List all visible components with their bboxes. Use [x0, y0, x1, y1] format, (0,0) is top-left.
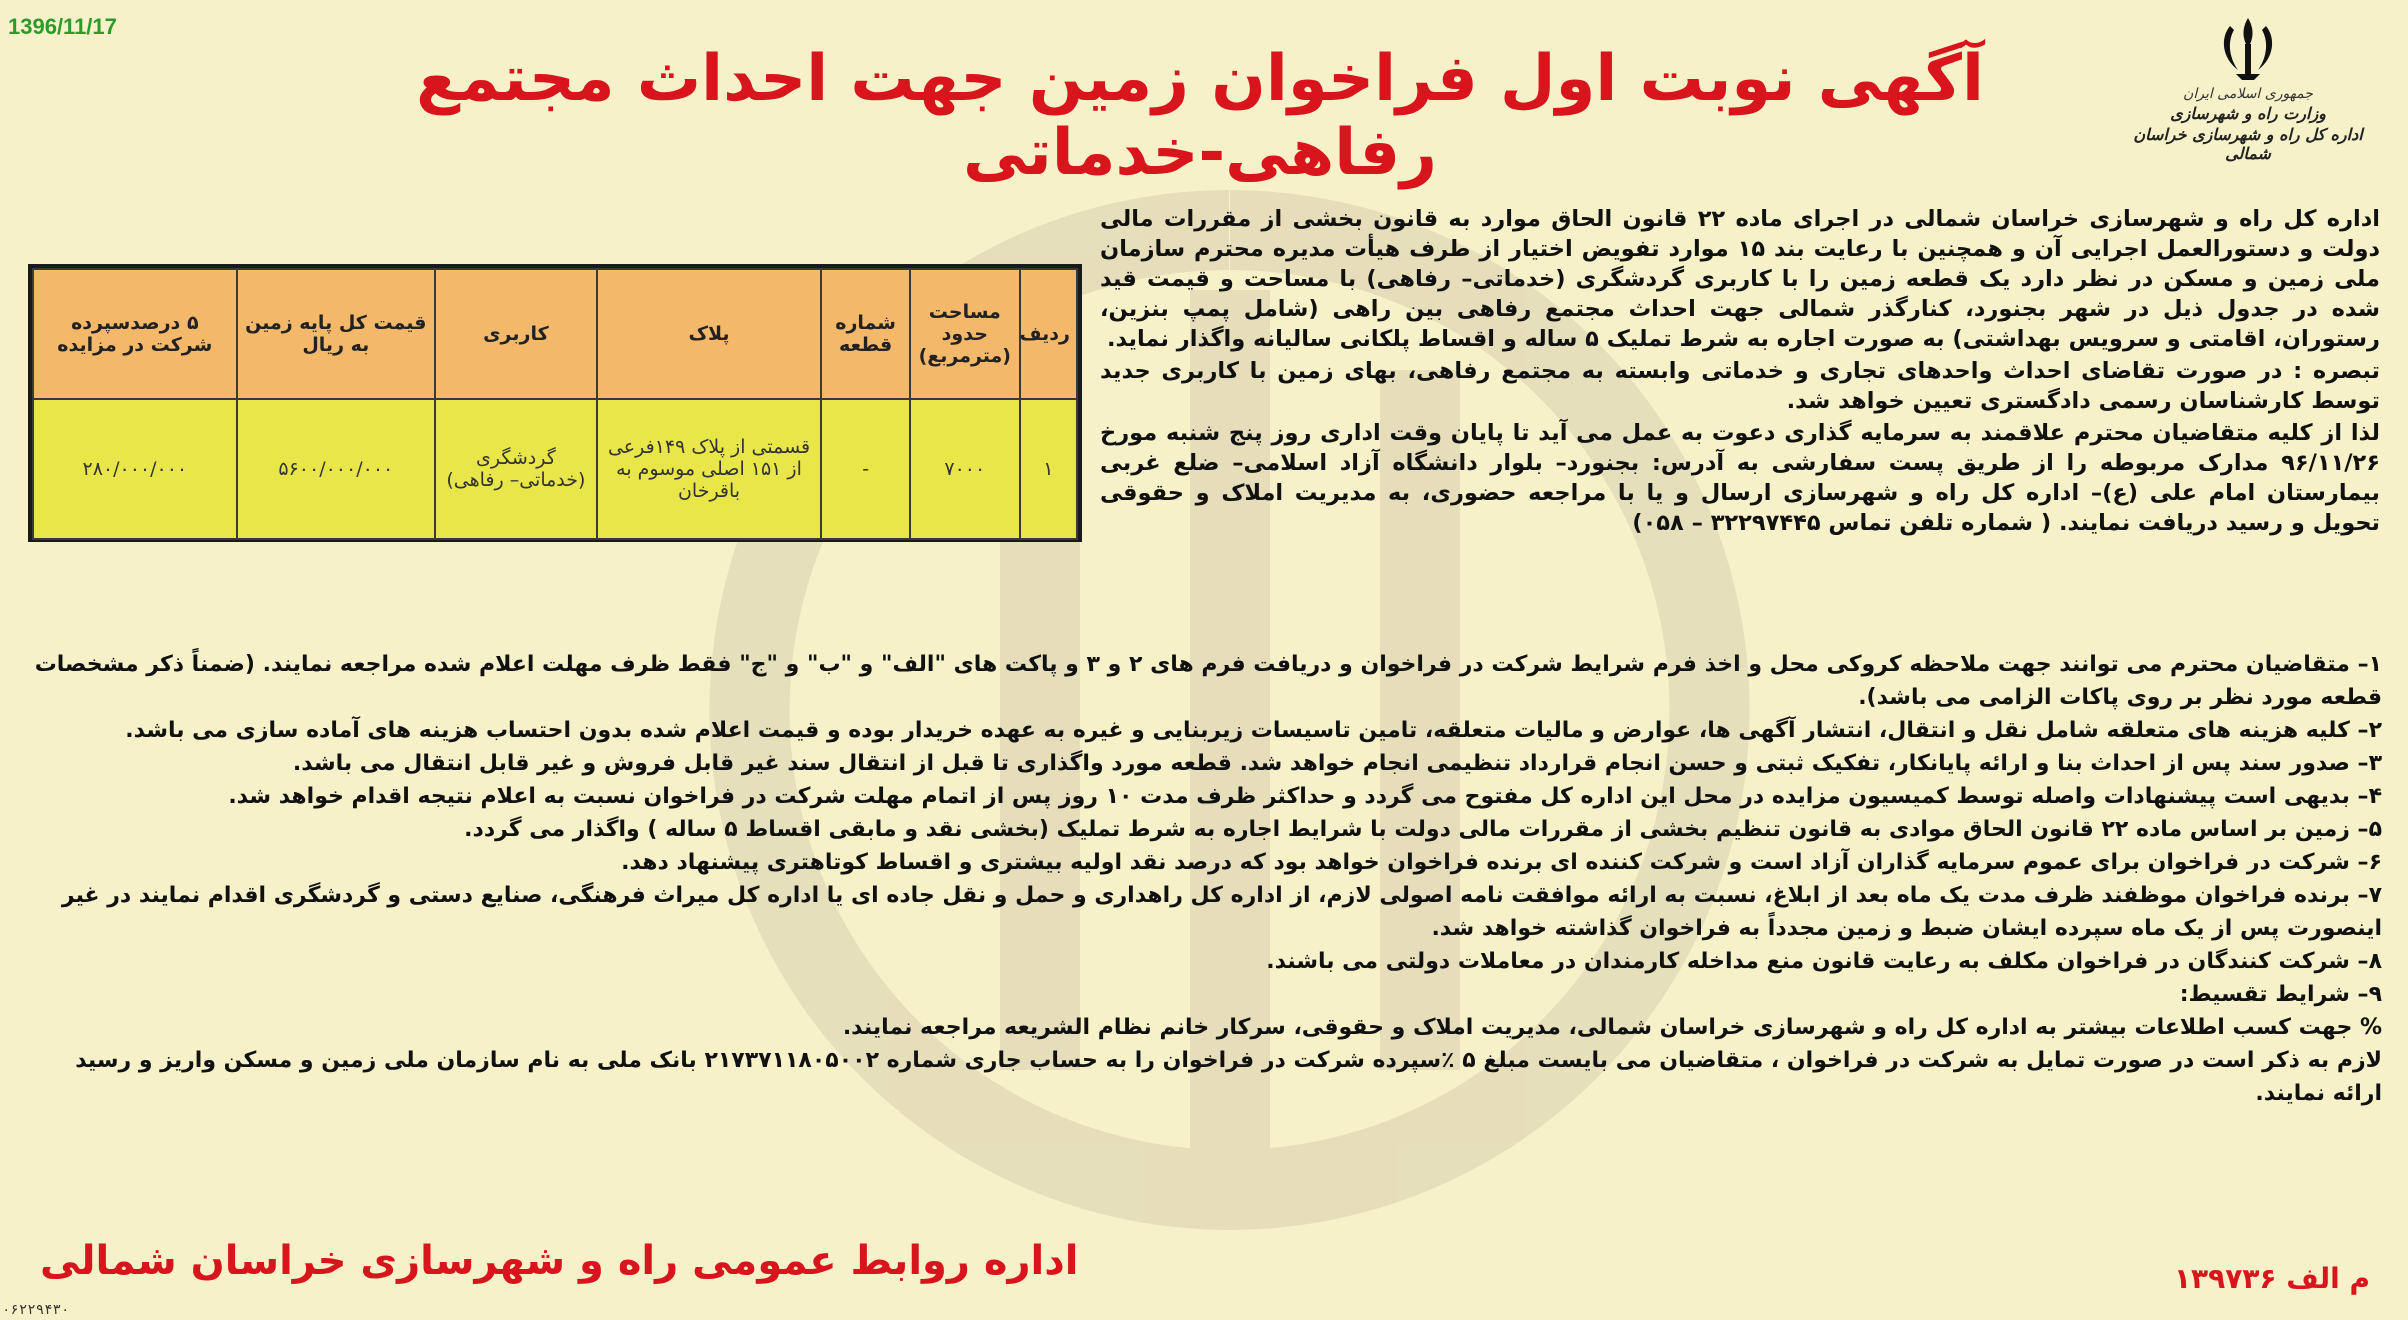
intro-note: تبصره : در صورت تقاضای احداث واحدهای تجاری و خدماتی وابسته به مجتمع رفاهی، بهای زمین با کاربری جدید توسط کارشناسان رسمی دادگستری تعیین خواهد شد. — [1100, 358, 2380, 414]
header-area: مساحت حدود (مترمربع) — [910, 269, 1020, 399]
table-header-row — [33, 269, 1077, 399]
cell-usage: گردشگری (خدماتی– رفاهی) — [435, 399, 597, 539]
list-item: لازم به ذکر است در صورت تمایل به شرکت در فراخوان ، متقاضیان می بایست مبلغ ۵ ٪سپرده شرکت در فراخوان را به حساب جاری شماره ۲۱۷۳۷۱۱۸۰۵۰۰۲ بانک ملی به نام سازمان ملی زمین و مسکن واریز و رسید ارائه نمایند. — [75, 1048, 2382, 1106]
list-item: ۸– شرکت کنندگان در فراخوان مکلف به رعایت قانون منع مداخله کارمندان در معاملات دولتی می باشند. — [1266, 949, 2382, 974]
date-stamp: 1396/11/17 — [8, 14, 117, 39]
intro-paragraph-1: اداره کل راه و شهرسازی خراسان شمالی در اجرای ماده ۲۲ قانون الحاق موارد به قانون بخشی از مقررات مالی دولت و دستورالعمل اجرایی آن و همچنین با رعایت بند ۱۵ موارد تفویض اختیار از طرف هیأت مدیره محترم سازمان ملی زمین و مسکن در نظر دارد یک قطعه زمین را با کاربری گردشگری (خدماتی– رفاهی) با مساحت و قیمت قید شده در جدول ذیل در شهر بجنورد، کنارگذر شمالی جهت احداث مجتمع رفاهی بین راهی (شامل پمپ بنزین، رستوران، اقامتی و سرویس بهداشتی) به صورت اجاره به شرط تملیک ۵ ساله و اقساط پلکانی سالیانه واگذار نماید. — [1100, 206, 2380, 352]
header-plot-number: شماره قطعه — [821, 269, 910, 399]
list-item: ۶– شرکت در فراخوان برای عموم سرمایه گذاران آزاد است و شرکت کننده ای برنده فراخوان خواهد بود که درصد نقد اولیه بیشتری و اقساط کوتاهتری پیشنهاد دهد. — [621, 850, 2382, 875]
logo-line-3: اداره کل راه و شهرسازی خراسان شمالی — [2133, 125, 2363, 163]
header-row-number: ردیف — [1020, 269, 1077, 399]
footer-office-name: اداره روابط عمومی راه و شهرسازی خراسان شمالی — [40, 1238, 1079, 1284]
page-title: آگهی نوبت اول فراخوان زمین جهت احداث مجتمع رفاهی-خدماتی — [416, 42, 1984, 190]
cell-plot-number: - — [821, 399, 910, 539]
list-item: ۷– برنده فراخوان موظفند ظرف مدت یک ماه بعد از ابلاغ، نسبت به ارائه موافقت نامه اصولی لازم، از اداره کل راهداری و حمل و نقل جاده ای یا اداره کل میراث فرهنگی، صنایع دستی و گردشگری اقدام نمایند در غیر اینصورت پس از یک ماه سپرده ایشان ضبط و زمین مجدداً به فراخوان گذاشته خواهد شد. — [61, 883, 2382, 941]
intro-paragraph-2: لذا از کلیه متقاضیان محترم علاقمند به سرمایه گذاری دعوت به عمل می آید تا پایان وقت اداری روز پنج شنبه مورخ ۹۶/۱۱/۲۶ مدارک مربوطه را از طریق پست سفارشی به آدرس: بجنورد– بلوار دانشگاه آزاد اسلامی– ضلع غربی بیمارستان امام علی (ع)– اداره کل راه و شهرسازی ارسال و یا با مراجعه حضوری، به مدیریت املاک و حقوقی تحویل و رسید دریافت نمایند. ( شماره تلفن تماس ۳۲۲۹۷۴۴۵ – ۰۵۸) — [1100, 420, 2380, 536]
logo-line-2: وزارت راه و شهرسازی — [2170, 104, 2326, 123]
list-item: ۳– صدور سند پس از احداث بنا و ارائه پایانکار، تفکیک ثبتی و حسن انجام قرارداد تنظیمی انجام خواهد شد. قطعه مورد واگذاری تا قبل از انتقال سند غیر قابل فروش و غیر قابل انتقال می باشد. — [292, 751, 2382, 776]
header-registry: پلاک — [597, 269, 821, 399]
cell-deposit: ۲۸۰/۰۰۰/۰۰۰ — [33, 399, 237, 539]
header-usage: کاربری — [435, 269, 597, 399]
list-item: ۲– کلیه هزینه های متعلقه شامل نقل و انتقال، انتشار آگهی ها، عوارض و مالیات متعلقه، تامین تاسیسات زیربنایی و غیره به عهده خریدار بوده و قیمت اعلام شده بدون احتساب هزینه های آماده سازی می باشد. — [125, 718, 2382, 743]
intro-section — [1100, 204, 2380, 540]
conditions-list — [22, 648, 2382, 1110]
list-item: % جهت کسب اطلاعات بیشتر به اداره کل راه و شهرسازی خراسان شمالی، مدیریت املاک و حقوقی، سرکار خانم نظام الشریعه مراجعه نمایند. — [842, 1015, 2382, 1040]
list-item: ۴– بدیهی است پیشنهادات واصله توسط کمیسیون مزایده در محل این اداره کل مفتوح می گردد و حداکثر ظرف مدت ۱۰ روز پس از اتمام مهلت شرکت در فراخوان نسبت به اعلام نتیجه اقدام خواهد شد. — [228, 784, 2382, 809]
cell-base-price: ۵۶۰۰/۰۰۰/۰۰۰ — [237, 399, 435, 539]
plots-table-wrapper — [28, 264, 1082, 542]
iran-emblem-icon — [2208, 14, 2288, 84]
cell-area: ۷۰۰۰ — [910, 399, 1020, 539]
list-item: ۵– زمین بر اساس ماده ۲۲ قانون الحاق موادی به قانون تنظیم بخشی از مقررات مالی دولت با شرایط اجاره به شرط تملیک (بخشی نقد و مابقی اقساط ۵ ساله ) واگذار می گردد. — [464, 817, 2382, 842]
header-deposit: ۵ درصدسپرده شرکت در مزایده — [33, 269, 237, 399]
cell-registry: قسمتی از پلاک ۱۴۹فرعی از ۱۵۱ اصلی موسوم به باقرخان — [597, 399, 821, 539]
list-item: ۹– شرایط تقسیط: — [2179, 982, 2382, 1007]
footer-notice-code: م الف ۱۳۹۷۳۶ — [2173, 1262, 2370, 1295]
cell-row-number: ۱ — [1020, 399, 1077, 539]
ministry-logo — [2128, 14, 2368, 194]
header-base-price: قیمت کل پایه زمین به ریال — [237, 269, 435, 399]
plots-table — [32, 268, 1078, 540]
bottom-code: ۰۶۲۲۹۴۳۰ — [2, 1303, 70, 1319]
table-row — [33, 399, 1077, 539]
logo-line-1: جمهوری اسلامی ایران — [2183, 86, 2313, 102]
list-item: ۱– متقاضیان محترم می توانند جهت ملاحظه کروکی محل و اخذ فرم شرایط شرکت در فراخوان و دریافت فرم های ۲ و ۳ و پاکت های "الف" و "ب" و "ج" فقط ظرف مهلت اعلام شده مراجعه نمایند. (ضمناً ذکر مشخصات قطعه مورد نظر بر روی پاکات الزامی می باشد). — [34, 652, 2382, 710]
